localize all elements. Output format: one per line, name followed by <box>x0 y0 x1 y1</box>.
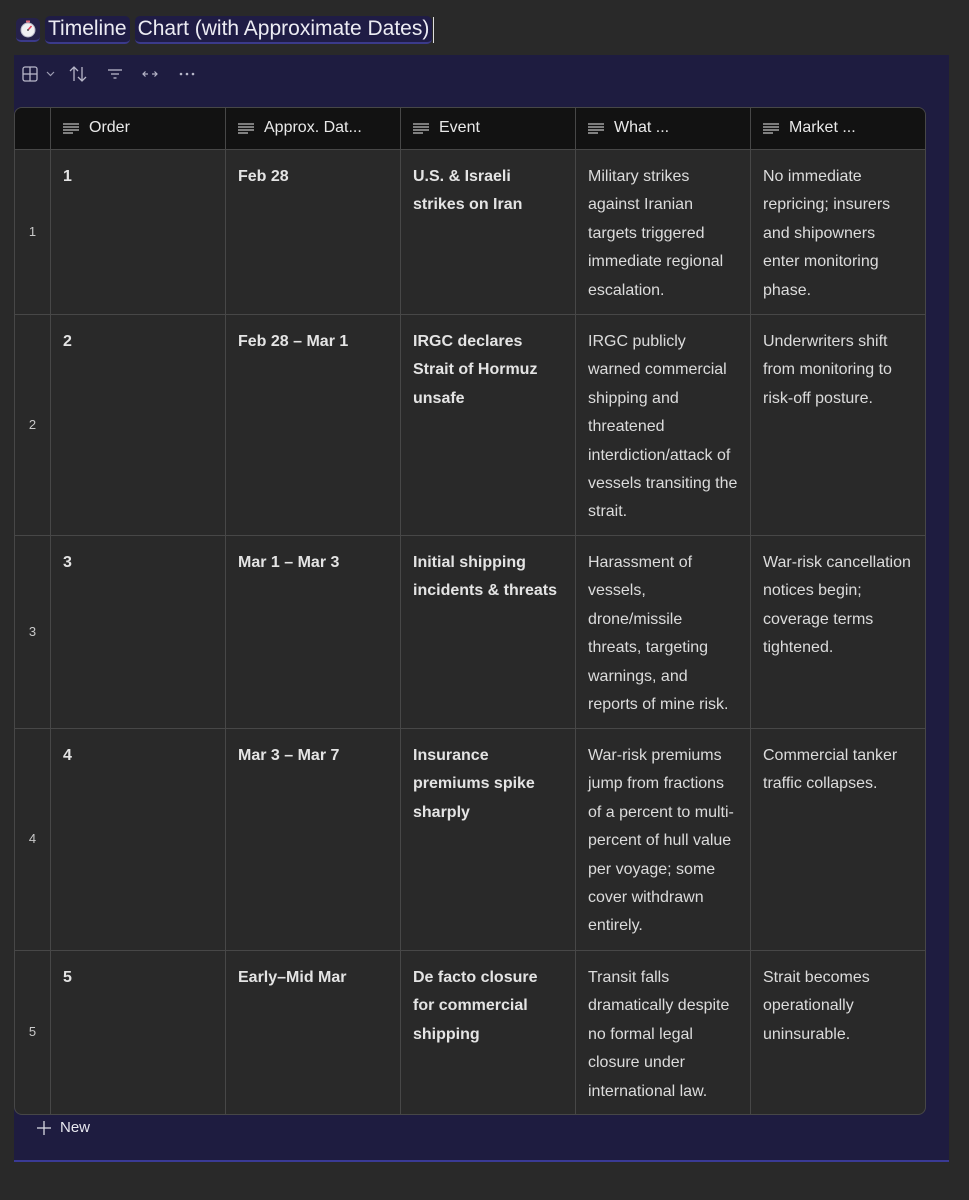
table-row[interactable] <box>15 728 925 950</box>
order-cell[interactable]: 1 <box>50 150 225 314</box>
database-view-panel <box>14 55 949 1162</box>
filter-icon <box>107 67 123 81</box>
order-cell[interactable]: 5 <box>50 951 225 1114</box>
date-cell[interactable]: Feb 28 – Mar 1 <box>225 315 400 535</box>
row-number: 3 <box>28 623 37 639</box>
column-header-event[interactable] <box>400 108 575 149</box>
event-cell[interactable]: IRGC declares Strait of Hormuz unsafe <box>400 315 575 535</box>
text-lines-icon <box>413 123 429 134</box>
table-view-icon <box>22 66 38 82</box>
new-row-button[interactable] <box>36 1119 90 1136</box>
column-header-label: What ... <box>614 119 670 137</box>
column-header-label: Market ... <box>789 119 856 137</box>
text-cursor <box>433 17 434 43</box>
text-lines-icon <box>588 123 604 134</box>
date-cell[interactable]: Early–Mid Mar <box>225 951 400 1114</box>
row-number: 2 <box>28 416 37 432</box>
what-cell[interactable]: Military strikes against Iranian targets triggered immediate regional escalation. <box>575 150 750 314</box>
row-number: 4 <box>28 831 37 847</box>
market-cell[interactable]: No immediate repricing; insurers and shipowners enter monitoring phase. <box>750 150 924 314</box>
more-icon <box>179 72 195 76</box>
order-cell[interactable]: 3 <box>50 536 225 728</box>
column-header-label: Approx. Dat... <box>264 119 362 137</box>
new-row-label: New <box>60 1119 91 1136</box>
market-cell[interactable]: Commercial tanker traffic collapses. <box>750 729 924 950</box>
column-header-order[interactable] <box>50 108 225 149</box>
event-cell[interactable]: De facto closure for commercial shipping <box>400 951 575 1114</box>
page-title[interactable] <box>16 16 434 44</box>
text-lines-icon <box>63 123 79 134</box>
expand-width-icon <box>141 69 159 79</box>
column-header-what[interactable] <box>575 108 750 149</box>
column-header-date[interactable] <box>225 108 400 149</box>
chevron-down-icon <box>46 71 55 77</box>
market-cell[interactable]: Underwriters shift from monitoring to risk-off posture. <box>750 315 924 535</box>
row-number-header <box>15 108 50 149</box>
plus-icon <box>36 1120 52 1136</box>
column-header-market[interactable] <box>750 108 924 149</box>
event-cell[interactable]: Initial shipping incidents & threats <box>400 536 575 728</box>
date-cell[interactable]: Feb 28 <box>225 150 400 314</box>
more-options-button[interactable] <box>177 61 197 87</box>
table-row[interactable] <box>15 149 925 314</box>
title-text-part[interactable]: Chart (with Approximate Dates) <box>135 16 433 44</box>
table-row[interactable] <box>15 314 925 535</box>
table-view-button[interactable] <box>21 61 39 87</box>
stopwatch-icon[interactable] <box>16 18 40 42</box>
event-cell[interactable]: U.S. & Israeli strikes on Iran <box>400 150 575 314</box>
date-cell[interactable]: Mar 3 – Mar 7 <box>225 729 400 950</box>
what-cell[interactable]: Transit falls dramatically despite no formal legal closure under international law. <box>575 951 750 1114</box>
timeline-table <box>14 107 926 1115</box>
view-toolbar <box>21 61 197 87</box>
text-lines-icon <box>763 123 779 134</box>
row-number: 1 <box>28 223 37 239</box>
sort-button[interactable] <box>67 61 89 87</box>
table-row[interactable] <box>15 950 925 1114</box>
filter-button[interactable] <box>105 61 125 87</box>
event-cell[interactable]: Insurance premiums spike sharply <box>400 729 575 950</box>
what-cell[interactable]: Harassment of vessels, drone/missile threats, targeting warnings, and reports of mine risk. <box>575 536 750 728</box>
table-header-row <box>15 108 925 149</box>
order-cell[interactable]: 2 <box>50 315 225 535</box>
view-dropdown-button[interactable] <box>43 61 57 87</box>
row-number: 5 <box>28 1024 37 1040</box>
date-cell[interactable]: Mar 1 – Mar 3 <box>225 536 400 728</box>
table-row[interactable] <box>15 535 925 728</box>
sort-icon <box>68 65 88 83</box>
market-cell[interactable]: Strait becomes operationally uninsurable. <box>750 951 924 1114</box>
column-header-label: Order <box>89 119 130 137</box>
what-cell[interactable]: War-risk premiums jump from fractions of a percent to multi-percent of hull value per voyage; some cover withdrawn entirely. <box>575 729 750 950</box>
title-text-part[interactable]: Timeline <box>45 16 130 44</box>
order-cell[interactable]: 4 <box>50 729 225 950</box>
market-cell[interactable]: War-risk cancellation notices begin; coverage terms tightened. <box>750 536 924 728</box>
what-cell[interactable]: IRGC publicly warned commercial shipping and threatened interdiction/attack of vessels transiting the strait. <box>575 315 750 535</box>
column-header-label: Event <box>439 119 480 137</box>
text-lines-icon <box>238 123 254 134</box>
expand-width-button[interactable] <box>139 61 161 87</box>
